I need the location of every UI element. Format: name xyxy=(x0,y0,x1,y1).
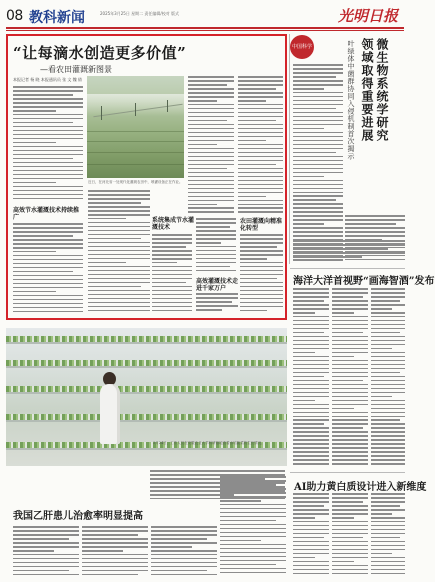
hepatitis-article-title[interactable]: 我国乙肝患儿治愈率明显提高 xyxy=(13,511,143,522)
ai-text-column-2 xyxy=(332,493,368,579)
irrigation-photo xyxy=(87,76,184,178)
lead-text-column-4a xyxy=(196,218,236,276)
issue-meta: 2025年3月25日 星期二 责任编辑/校对 版式 xyxy=(100,11,179,16)
feature-title-line-2[interactable]: 领域取得重要进展 xyxy=(360,38,374,142)
researcher-figure xyxy=(100,384,120,444)
ai-text-column-3 xyxy=(371,493,405,579)
page-number: 08 xyxy=(6,8,23,24)
lead-text-column-4 xyxy=(238,76,283,216)
lead-text-column-4b xyxy=(196,293,238,315)
lead-subhead-2: 系统集成节水灌溉技术 xyxy=(152,217,195,231)
lead-text-column-3b xyxy=(152,234,192,316)
section-rule xyxy=(290,268,405,269)
hydroponic-photo-caption: 3月24日，工作人员在安徽农业大学科研基地查看水培蔬菜的生长情况。 xyxy=(153,441,265,445)
irrigation-photo-caption: 近日，在河北省一处现代化灌溉农田中，喷灌设备正在作业。 xyxy=(88,180,183,184)
column-divider xyxy=(289,34,290,264)
feature-subtitle: 叶绿体中菌群协同入侵机制首次揭示 xyxy=(347,40,355,160)
lead-text-column-5 xyxy=(240,234,283,316)
hepatitis-text-column-4 xyxy=(220,476,286,580)
ocean-article-title[interactable]: 海洋大洋首视野“画海智酒”发布 xyxy=(293,276,435,287)
lead-subhead-1: 高效节水灌溉技术持续推广 xyxy=(13,207,80,221)
lead-text-column-1b xyxy=(13,223,83,315)
header-rule-thin xyxy=(6,30,404,31)
lead-subhead-4: 农田灌溉向精准化转型 xyxy=(240,218,283,232)
lead-subhead-3: 高效灌溉技术走进千家万户 xyxy=(196,278,239,292)
ocean-text-column-3 xyxy=(371,288,405,468)
hepatitis-text-column-1 xyxy=(13,526,79,580)
newspaper-logo: 光明日报 xyxy=(337,7,398,25)
feature-badge-icon: 中国科学 xyxy=(290,35,314,59)
lead-article-title[interactable]: “让每滴水创造更多价值” xyxy=(13,44,187,62)
lead-article-subtitle: —看农田灌溉新图景 xyxy=(40,65,112,74)
feature-text-column-1 xyxy=(293,64,343,264)
ocean-text-column-1 xyxy=(293,288,329,468)
hepatitis-text-column-3 xyxy=(151,526,217,580)
ai-article-title[interactable]: AI助力黄白质设计进入新维度 xyxy=(294,482,427,493)
section-rule-2 xyxy=(290,472,405,473)
ocean-text-column-2 xyxy=(332,288,368,468)
lead-text-column-3 xyxy=(188,76,234,216)
hepatitis-text-column-2 xyxy=(82,526,148,580)
lead-text-column-1 xyxy=(13,86,83,204)
header-rule xyxy=(6,27,404,29)
section-title: 教科新闻 xyxy=(29,10,85,26)
lead-article-byline: 本报记者 杨 晓 本报通讯员 张 文 魏 倩 xyxy=(13,77,82,82)
feature-text-tail xyxy=(293,240,405,266)
lead-text-column-2 xyxy=(88,190,150,315)
ai-text-column-1 xyxy=(293,493,329,579)
feature-title-line-1[interactable]: 微生物系统学研究 xyxy=(375,38,389,142)
